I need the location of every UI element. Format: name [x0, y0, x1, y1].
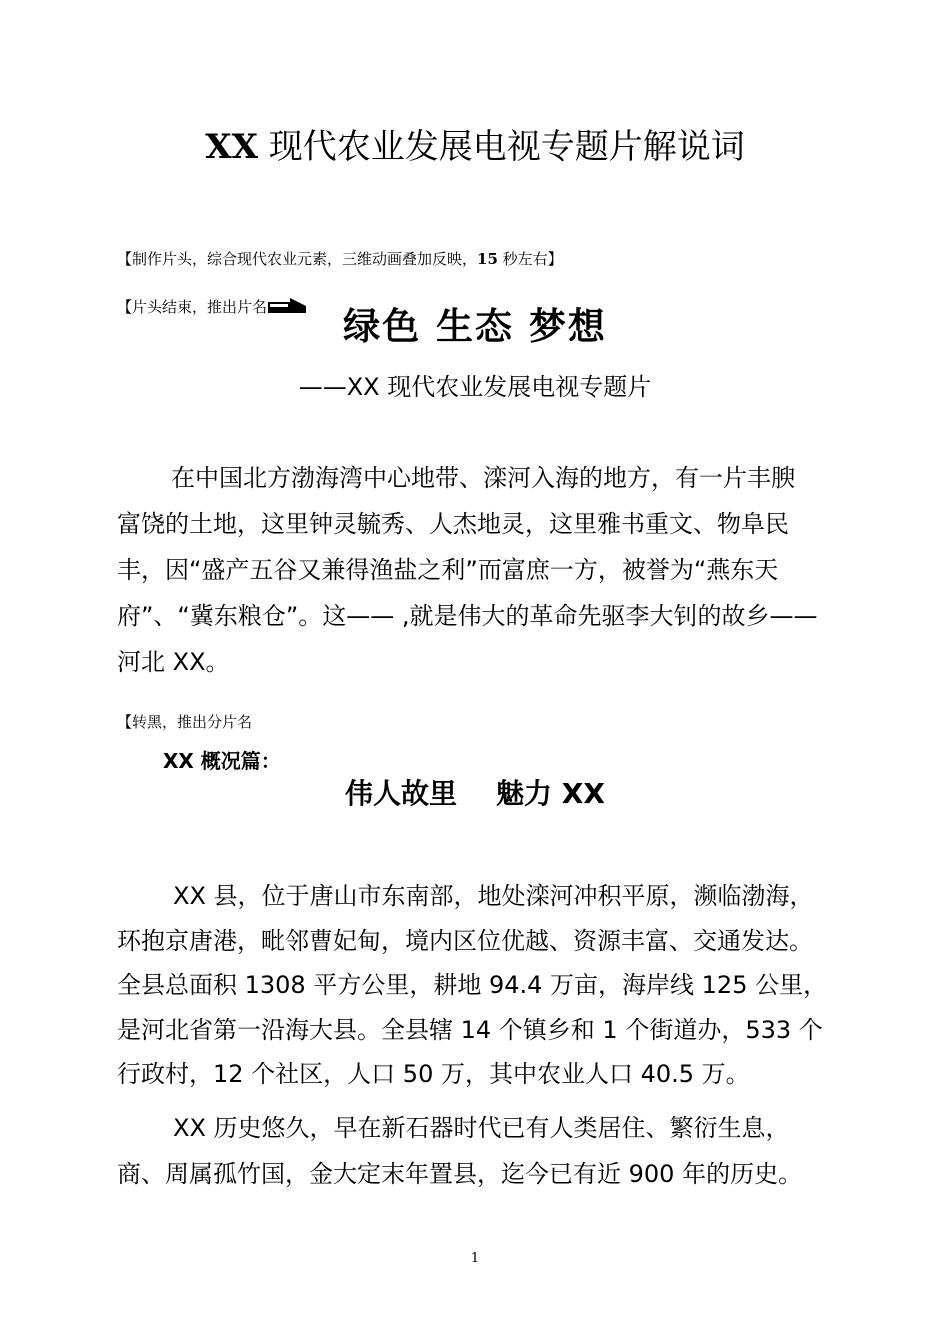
production-note-opening-text: 【制作片头，综合现代农业元素，三维动画叠加反映，: [117, 250, 478, 268]
paragraph-history-line-1: XX 历史悠久，早在新石器时代已有人类居住、繁衍生息，: [173, 1114, 790, 1142]
document-title-prefix: XX: [205, 127, 258, 167]
paragraph-history: [117, 1105, 835, 1197]
paragraph-intro-line-5: 河北 XX。: [117, 648, 230, 676]
paragraph-intro-line-3: 丰，因“盛产五谷又兼得渔盐之利”而富庶一方，被誉为“燕东天: [117, 556, 779, 584]
film-subtitle: ——XX 现代农业发展电视专题片: [298, 373, 652, 401]
paragraph-intro: [117, 455, 835, 685]
paragraph-history-line-2: 商、周属孤竹国，金大定末年置县，迄今已有近 900 年的历史。: [117, 1160, 803, 1188]
section-label: XX 概况篇：: [163, 749, 281, 773]
paragraph-intro-line-1: 在中国北方渤海湾中心地带、滦河入海的地方，有一片丰腴: [171, 464, 795, 492]
paragraph-overview-line-4: 是河北省第一沿海大县。全县辖 14 个镇乡和 1 个街道办，533 个: [117, 1015, 823, 1044]
paragraph-overview-line-2: 环抱京唐港，毗邻曹妃甸，境内区位优越、资源丰富、交通发达。: [117, 926, 813, 955]
production-note-section: 【转黑，推出分片名: [117, 713, 253, 731]
paragraph-overview-line-5: 行政村，12 个社区，人口 50 万，其中农业人口 40.5 万。: [117, 1060, 750, 1088]
document-title-text: 现代农业发展电视专题片解说词: [257, 127, 745, 167]
paragraph-intro-line-4: 府”、“冀东粮仓”。这—— ,就是伟大的革命先驱李大钊的故乡——: [117, 602, 818, 630]
paragraph-intro-line-2: 富饶的土地，这里钟灵毓秀、人杰地灵，这里雅书重文、物阜民: [117, 510, 789, 538]
document-title: [0, 124, 950, 170]
film-title: 绿色 生态 梦想: [343, 305, 607, 348]
paragraph-overview-line-3: 全县总面积 1308 平方公里，耕地 94.4 万亩，海岸线 125 公里，: [117, 971, 828, 999]
production-note-title-text: 【片头结束，推出片名: [117, 298, 268, 316]
page-number: 1: [470, 1251, 480, 1266]
production-note-opening-seconds: 15: [477, 250, 498, 268]
paragraph-overview: [117, 874, 835, 1097]
production-note-opening: [117, 248, 563, 270]
production-note-opening-tail: 秒左右】: [497, 250, 563, 268]
section-title: 伟人故里 魅力 XX: [345, 777, 605, 810]
paragraph-overview-line-1: XX 县，位于唐山市东南部，地处滦河冲积平原，濒临渤海，: [173, 882, 814, 910]
